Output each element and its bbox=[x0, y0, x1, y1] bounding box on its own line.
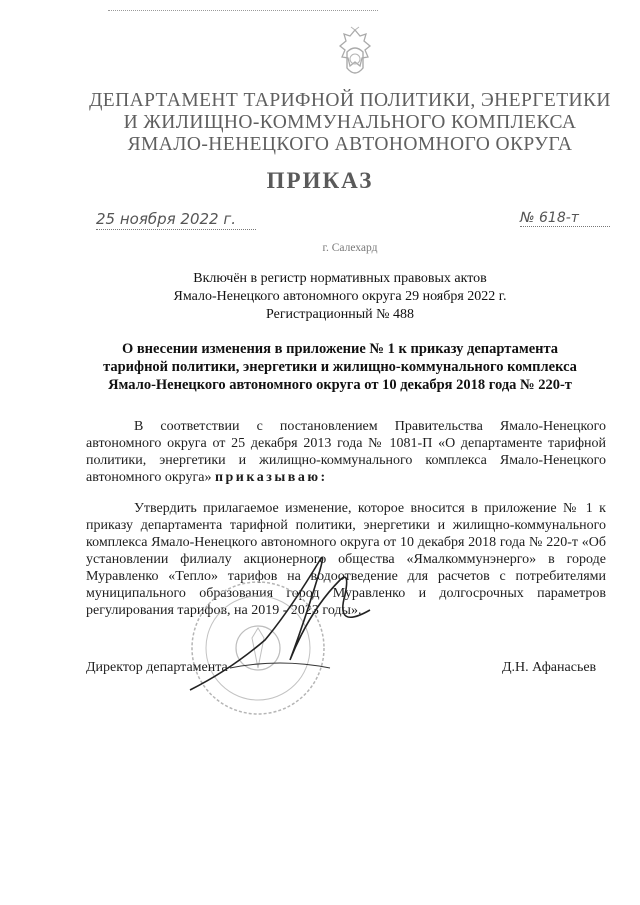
signer-name: Д.Н. Афанасьев bbox=[502, 660, 597, 675]
top-dotted-line bbox=[108, 10, 378, 11]
department-line: ДЕПАРТАМЕНТ ТАРИФНОЙ ПОЛИТИКИ, ЭНЕРГЕТИКИ bbox=[89, 90, 611, 111]
registration-line: Ямало-Ненецкого автономного округа 29 ноября 2022 г. bbox=[173, 289, 507, 304]
coat-of-arms-icon bbox=[332, 26, 378, 84]
order-word: приказываю: bbox=[214, 470, 328, 485]
city: г. Салехард bbox=[322, 242, 378, 254]
operative-paragraph: Утвердить прилагаемое изменение, которое вносится в приложение № 1 к приказу департамента тарифной политики, энергетики и жилищно-коммунального комплекса Ямало-Ненецкого автономного округа от 10 декабря 2018 года № 220-т «Об установлении филиалу акционерного общества «Ямалкоммунэнерго» в городе Муравленко «Тепло» тарифов на водоотведение для расчетов с потребителями муниципального образования город Муравленко и долгосрочных параметров регулирования тарифов, на 2019 - 2023 годы». bbox=[86, 501, 606, 618]
number-value: 618-т bbox=[539, 210, 579, 226]
order-number bbox=[520, 210, 610, 227]
signer-position: Директор департамента bbox=[86, 660, 228, 675]
department-name bbox=[80, 90, 620, 156]
department-line: ЯМАЛО-НЕНЕЦКОГО АВТОНОМНОГО ОКРУГА bbox=[127, 134, 573, 155]
registration-line: Включён в регистр нормативных правовых актов bbox=[193, 271, 487, 286]
registration-note bbox=[90, 270, 590, 324]
subject-line: Ямало-Ненецкого автономного округа от 10 декабря 2018 года № 220-т bbox=[108, 377, 572, 393]
subject-line: тарифной политики, энергетики и жилищно-коммунального комплекса bbox=[103, 359, 577, 375]
subject-line: О внесении изменения в приложение № 1 к приказу департамента bbox=[121, 341, 559, 357]
document-type: ПРИКАЗ bbox=[266, 168, 374, 193]
number-label: № bbox=[520, 210, 535, 226]
preamble-paragraph bbox=[86, 418, 606, 486]
handwritten-signature-icon bbox=[170, 540, 390, 710]
department-line: И ЖИЛИЩНО-КОММУНАЛЬНОГО КОМПЛЕКСА bbox=[123, 112, 577, 133]
order-subject bbox=[90, 340, 590, 394]
preamble-text: В соответствии с постановлением Правительства Ямало-Ненецкого автономного округа от 25 декабря 2013 года № 1081-П «О департаменте тарифной политики, энергетики и жилищно-коммунального комплекса Ямало-Ненецкого автономного округа» bbox=[86, 419, 606, 485]
order-date: 25 ноября 2022 г. bbox=[96, 210, 256, 230]
registration-line: Регистрационный № 488 bbox=[266, 307, 414, 322]
